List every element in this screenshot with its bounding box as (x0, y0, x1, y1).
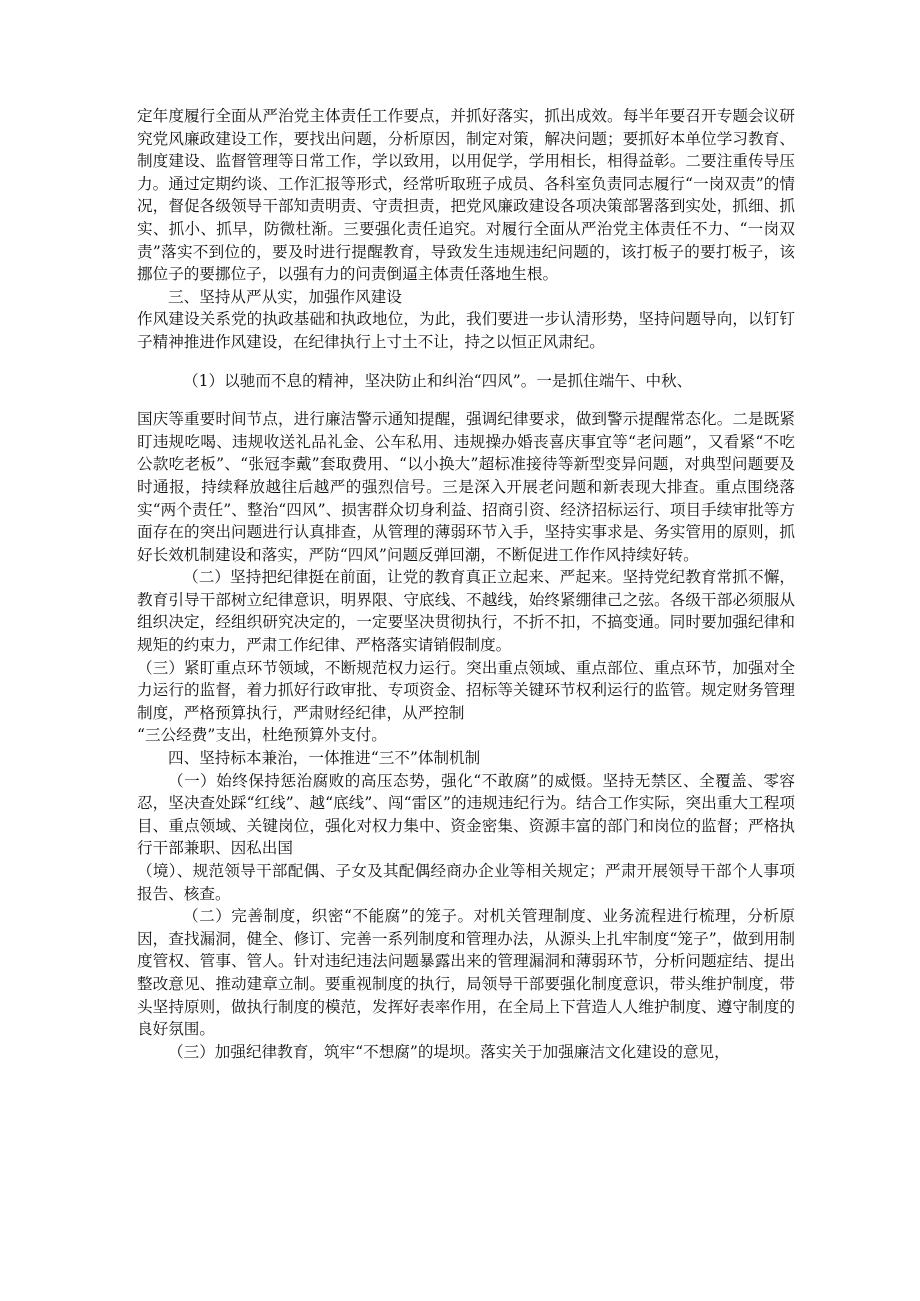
paragraph-dare-not: （一）始终保持惩治腐败的高压态势，强化“不敢腐”的威慑。坚持无禁区、全覆盖、零容忍，坚决查处踩“红线”、越“底线”、闯“雷区”的违规违纪行为。结合工作实际，突出重大工程项目、重点领域、关键岗位，强化对权力集中、资金密集、资源丰富的部门和岗位的监督；严格执行干部兼职、因私出国 (137, 771, 795, 858)
paragraph-three-public: “三公经费”支出，杜绝预算外支付。 (137, 726, 387, 745)
paragraph-discipline: （二）坚持把纪律挺在前面，让党的教育真正立起来、严起来。坚持党纪教育常抓不懈，教育引导干部树立纪律意识，明界限、守底线、不越线，始终紧绷律己之弦。各级干部必须服从组织决定，经组织研究决定的，一定要坚决贯彻执行，不折不扣，不搞变通。同时要加强纪律和规矩的约束力，严肃工作纪律、严格落实请销假制度。 (137, 568, 795, 655)
section-heading-three: 三、坚持从严从实，加强作风建设 (168, 287, 402, 306)
paragraph-do-not-want: （三）加强纪律教育，筑牢“不想腐”的堤坝。落实关于加强廉洁文化建设的意见， (168, 1042, 730, 1061)
paragraph-dare-not-cont: （境）、规范领导干部配偶、子女及其配偶经商办企业等相关规定；严肃开展领导干部个人事项报告、核查。 (137, 862, 795, 903)
paragraph-style-intro: 作风建设关系党的执政基础和执政地位，为此，我们要进一步认清形势，坚持问题导向，以钉钉子精神推进作风建设，在纪律执行上寸土不让，持之以恒正风肃纪。 (137, 310, 795, 351)
paragraph-cannot: （二）完善制度，织密“不能腐”的笼子。对机关管理制度、业务流程进行梳理，分析原因，查找漏洞，健全、修订、完善一系列制度和管理办法，从源头上扎牢制度“笼子”，做到用制度管权、管事、管人。针对违纪违法问题暴露出来的管理漏洞和薄弱环节，分析问题症结、提出整改意见、推动建章立制。要重视制度的执行，局领导干部要强化制度意识，带头维护制度，带头坚持原则，做执行制度的模范，发挥好表率作用，在全局上下营造人人维护制度、遵守制度的良好氛围。 (137, 907, 795, 1039)
paragraph-responsibility: 定年度履行全面从严治党主体责任工作要点，并抓好落实，抓出成效。每半年要召开专题会议研究党风廉政建设工作，要找出问题，分析原因，制定对策，解决问题；要抓好本单位学习教育、制度建设、监督管理等日常工作，学以致用，以用促学，学用相长，相得益彰。二要注重传导压力。通过定期约谈、工作汇报等形式，经常听取班子成员、各科室负责同志履行“一岗双责”的情况，督促各级领导干部知责明责、守责担责，把党风廉政建设各项决策部署落到实处，抓细、抓实、抓小、抓早，防微杜渐。三要强化责任追究。对履行全面从严治党主体责任不力、“一岗双责”落实不到位的，要及时进行提醒教育，导致发生违规违纪问题的，该打板子的要打板子，该挪位子的要挪位子，以强有力的问责倒逼主体责任落地生根。 (137, 107, 795, 284)
document-page (137, 105, 795, 1063)
paragraph-four-winds-cont: 国庆等重要时间节点，进行廉洁警示通知提醒，强调纪律要求，做到警示提醒常态化。二是既紧盯违规吃喝、违规收送礼品礼金、公车私用、违规操办婚丧喜庆事宜等“老问题”，又看紧“不吃公款吃老板”、“张冠李戴”套取费用、“以小换大”超标准接待等新型变异问题，对典型问题要及时通报，持续释放越往后越严的强烈信号。三是深入开展老问题和新表现大排查。重点围绕落实“两个责任”、整治“四风”、损害群众切身利益、招商引资、经济招标运行、项目手续审批等方面存在的突出问题进行认真排查，从管理的薄弱环节入手，坚持实事求是、务实管用的原则，抓好长效机制建设和落实，严防“四风”问题反弹回潮，不断促进工作作风持续好转。 (137, 410, 795, 564)
paragraph-four-winds-start: （1）以驰而不息的精神，坚决防止和纠治“四风”。一是抓住端午、中秋、 (183, 371, 693, 390)
paragraph-power-operation: （三）紧盯重点环节领域，不断规范权力运行。突出重点领域、重点部位、重点环节，加强对全力运行的监督，着力抓好行政审批、专项资金、招标等关键环节权利运行的监管。规定财务管理制度，严格预算执行，严肃财经纪律，从严控制 (137, 658, 795, 722)
section-heading-four: 四、坚持标本兼治，一体推进“三不”体制机制 (168, 749, 481, 768)
